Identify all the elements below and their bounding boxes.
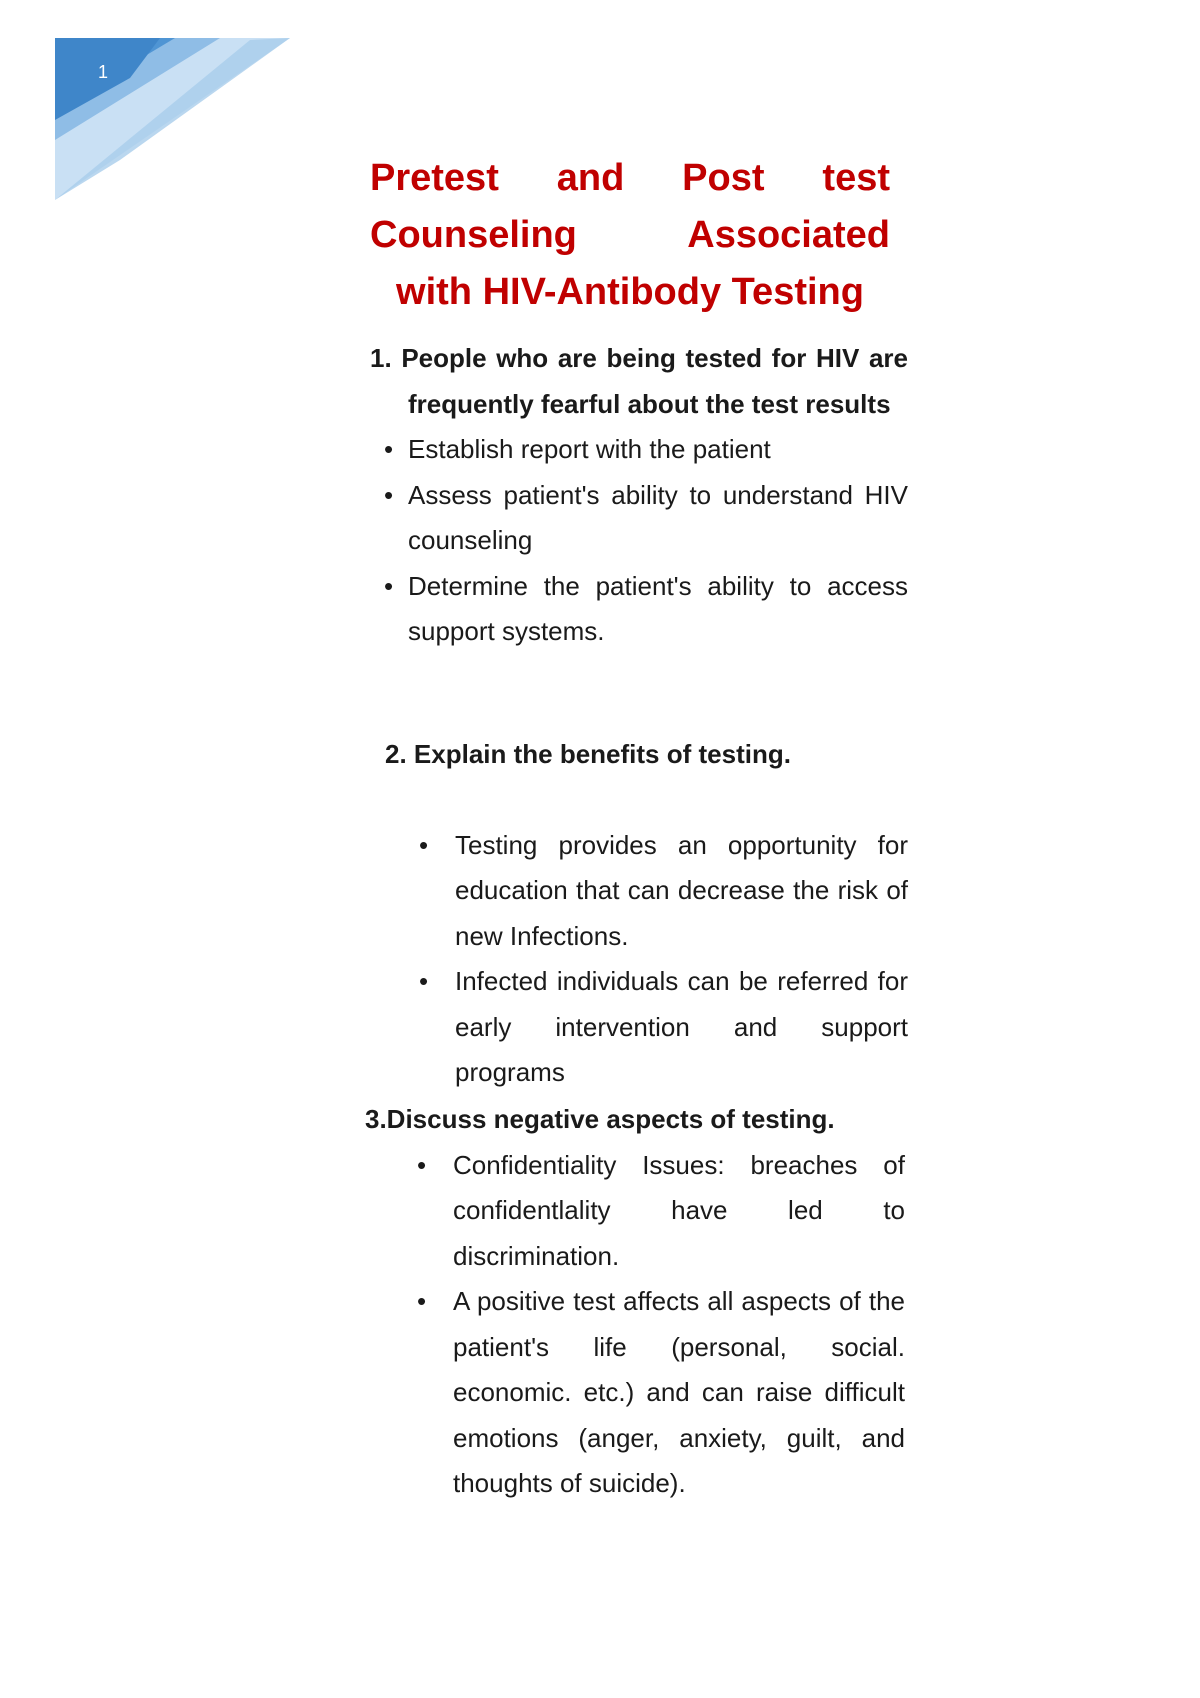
section-heading: 1. People who are being tested for HIV are frequently fearful about the test results [370,343,908,419]
list-item-text: Infected individuals can be referred for early intervention and support programs [455,966,908,1087]
section-2 [385,732,908,1096]
title-line: with HIV-Antibody Testing [396,271,864,313]
list-item-text: Assess patient's ability to understand HIV counseling [408,479,908,555]
section-1 [370,336,908,655]
list-item [365,1279,905,1507]
section-heading: 3.Discuss negative aspects of testing. [365,1104,835,1134]
section-3 [365,1097,905,1507]
list-item-text: Determine the patient's ability to access support systems. [408,570,908,646]
bullet-list [370,427,908,655]
list-item-text: Establish report with the patient [408,434,771,464]
bullet-icon: • [384,434,394,464]
bullet-icon: • [417,1149,427,1180]
list-item [370,427,908,473]
list-item [365,1143,905,1280]
list-item [370,473,908,564]
title-line: Pretest and Post test [370,157,890,199]
bullet-icon: • [419,829,429,860]
bullet-icon: • [419,966,429,996]
bullet-list [365,1143,905,1507]
list-item-text: Confidentiality Issues: breaches of confidentlality have led to discrimination. [453,1149,905,1271]
document-title [370,150,890,321]
title-line: Counseling Associated [370,214,890,256]
section-heading: 2. Explain the benefits of testing. [385,739,791,769]
list-item [370,564,908,655]
bullet-list [385,823,908,1096]
list-item [385,959,908,1096]
bullet-icon: • [417,1286,427,1316]
bullet-icon: • [384,479,394,510]
list-item-text: A positive test affects all aspects of the patient's life (personal, social. economic. etc.) and can raise difficult emotions (anger, anxiety, guilt, and thoughts of suicide). [453,1286,905,1498]
page-corner-decoration [0,0,300,220]
list-item [385,823,908,960]
page-number: 1 [98,62,109,82]
list-item-text: Testing provides an opportunity for education that can decrease the risk of new Infections. [455,829,908,951]
bullet-icon: • [384,570,394,601]
